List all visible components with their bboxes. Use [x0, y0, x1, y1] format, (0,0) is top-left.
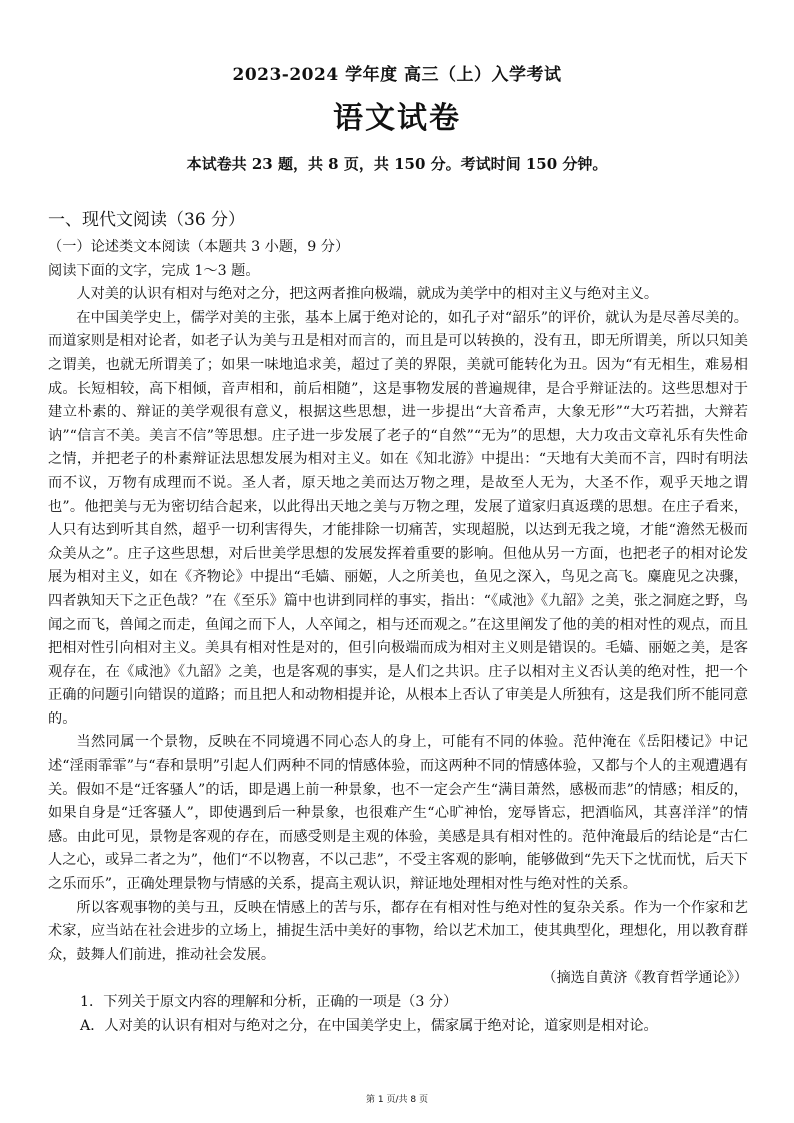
passage-paragraph: 当然同属一个景物，反映在不同境遇不同心态人的身上，可能有不同的体验。范仲淹在《岳阳楼记》中记述“淫雨霏霏”与“春和景明”引起人们两种不同的情感体验，而这两种不同的情感体验，又都与个人的主观遭遇有关。假如不是“迁客骚人”的话，即是遇上前一种景象，也不一定会产生“满目萧然，感极而悲”的情感；相反的，如果自身是“迁客骚人”，即使遇到后一种景象，也很难产生“心旷神怡，宠辱皆忘，把酒临风，其喜洋洋”的情感。由此可见，景物是客观的存在，而感受则是主观的体验，美感是具有相对性的。范仲淹最后的结论是“古仁人之心，或异二者之为”，他们“不以物喜，不以己悲”，不受主客观的影响，能够做到“先天下之忧而忧，后天下之乐而乐”，正确处理景物与情感的关系，提高主观认识，辩证地处理相对性与绝对性的关系。: [48, 734, 748, 893]
exam-title: 2023-2024 学年度 高三（上）入学考试: [232, 65, 562, 85]
passage-paragraph: 人对美的认识有相对与绝对之分，把这两者推向极端，就成为美学中的相对主义与绝对主义。: [76, 286, 659, 303]
reading-directions: 阅读下面的文字，完成 1～3 题。: [48, 262, 260, 279]
reading-content: [48, 236, 748, 1038]
question-1: 1．下列关于原文内容的理解和分析，正确的一项是（3 分）: [80, 994, 458, 1010]
page-footer: 第 1 页/共 8 页: [366, 1095, 428, 1105]
sub-section-heading: （一）论述类文本阅读（本题共 3 小题，9 分）: [48, 239, 350, 255]
paper-title: 语文试卷: [333, 101, 461, 136]
passage-source: （摘选自黄济《教育哲学通论》）: [542, 970, 748, 987]
passage-paragraph: 在中国美学史上，儒学对美的主张，基本上属于绝对论的，如孔子对“韶乐”的评价，就认为是尽善尽美的。而道家则是相对论者，如老子认为美与丑是相对而言的，而且是可以转换的，没有丑，即无所谓美，所以只知美之谓美，也就无所谓美了；如果一味地追求美，超过了美的界限，美就可能转化为丑。因为“有无相生，难易相成。长短相较，高下相倾，音声相和，前后相随”，这是事物发展的普遍规律，是合乎辩证法的。这些思想对于建立朴素的、辩证的美学观很有意义，根据这些思想，进一步提出“大音希声，大象无形”“大巧若拙，大辩若讷”“信言不美。美言不信”等思想。庄子进一步发展了老子的“自然”“无为”的思想，大力攻击文章礼乐有失性命之情，并把老子的朴素辩证法思想发展为相对主义。如在《知北游》中提出：“天地有大美而不言，四时有明法而不议，万物有成理而不说。圣人者，原天地之美而达万物之理，是故至人无为，大圣不作，观乎天地之谓也”。他把美与无为密切结合起来，以此得出天地之美与万物之理，发展了道家归真返璞的思想。在庄子看来，人只有达到听其自然，超乎一切利害得失，才能排除一切痛苦，实现超脱，以达到无我之境，才能“澹然无极而众美从之”。庄子这些思想，对后世美学思想的发展发挥着重要的影响。但他从另一方面，也把老子的相对论发展为相对主义，如在《齐物论》中提出“毛嫱、丽姬，人之所美也，鱼见之深入，鸟见之高飞。麋鹿见之决骤，四者孰知天下之正色哉？”在《至乐》篇中也讲到同样的事实，指出：“《咸池》《九韶》之美，张之洞庭之野，鸟闻之而飞，兽闻之而走，鱼闻之而下人，人卒闻之，相与还而观之。”在这里阐发了他的美的相对性的观点，而且把相对性引向相对主义。美具有相对性是对的，但引向极端而成为相对主义则是错误的。毛嫱、丽姬之美，是客观存在，在《咸池》《九韶》之美，也是客观的事实，是人们之共识。庄子以相对主义否认美的绝对性，把一个正确的问题引向错误的道路；而且把人和动物相提并论，从根本上否认了审美是人所独有，这是我们所不能同意的。: [48, 309, 748, 727]
question-1-option-a: A．人对美的认识有相对与绝对之分，在中国美学史上，儒家属于绝对论，道家则是相对论。: [80, 1017, 658, 1034]
exam-instructions: 本试卷共 23 题，共 8 页，共 150 分。考试时间 150 分钟。: [186, 155, 608, 173]
section-heading: 一、现代文阅读（36 分）: [48, 210, 246, 230]
passage-paragraph: 所以客观事物的美与丑，反映在情感上的苦与乐，都存在有相对性与绝对性的复杂关系。作为一个作家和艺术家，应当站在社会进步的立场上，捕捉生活中美好的事物，给以艺术加工，使其典型化，理想化，用以教育群众，鼓舞人们前进，推动社会发展。: [48, 899, 748, 963]
